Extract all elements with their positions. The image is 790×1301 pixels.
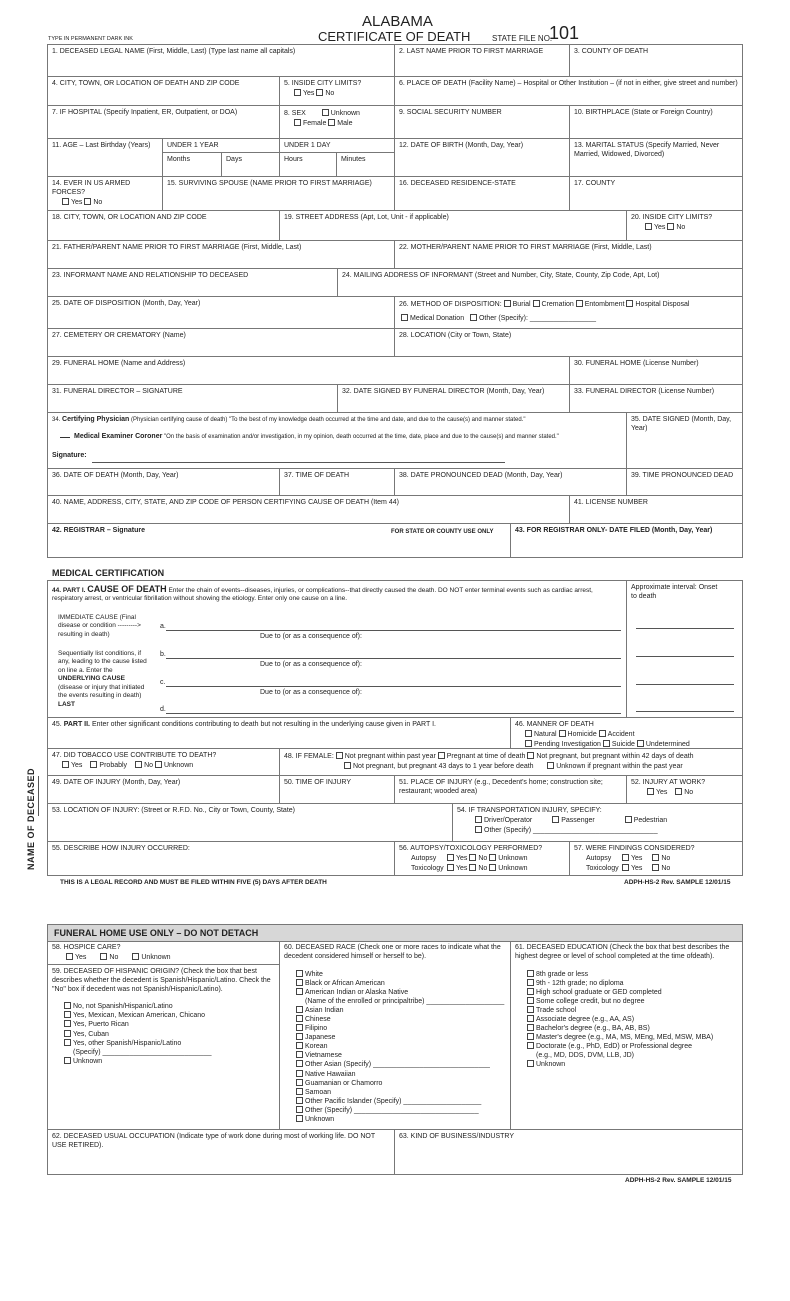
- checkbox[interactable]: [401, 314, 408, 321]
- field-20-inside-city-limits[interactable]: 20. INSIDE CITY LIMITS? Yes No: [627, 211, 742, 241]
- checkbox[interactable]: [64, 1011, 71, 1018]
- field-47-tobacco[interactable]: 47. DID TOBACCO USE CONTRIBUTE TO DEATH? Yes Probably No Unknown: [48, 749, 280, 776]
- age-minutes[interactable]: Minutes: [337, 153, 395, 177]
- checkbox[interactable]: [559, 730, 566, 737]
- field-15-surviving-spouse[interactable]: 15. SURVIVING SPOUSE (NAME PRIOR TO FIRST MARRIAGE): [163, 177, 395, 211]
- checkbox[interactable]: [504, 300, 511, 307]
- form-title: CERTIFICATE OF DEATH: [318, 29, 471, 44]
- checkbox[interactable]: [489, 854, 496, 861]
- field-34-certifier[interactable]: 34. Certifying Physician (Physician certifying cause of death) "To the best of my knowledge death occurred at the time and date, and due to the cause(s) and manner stated." Medical Examiner Coroner "On the basis of examination and/or investigation, in my opinion, death occurred at the time, date, place and due to the cause(s) and manner stated." Signature:: [48, 413, 627, 469]
- field-5-inside-city-limits[interactable]: 5. INSIDE CITY LIMITS? Yes No: [280, 77, 395, 106]
- checkbox[interactable]: [475, 816, 482, 823]
- checkbox[interactable]: [527, 979, 534, 986]
- checkbox[interactable]: [622, 854, 629, 861]
- cause-line-a[interactable]: [166, 630, 621, 631]
- checkbox[interactable]: [344, 762, 351, 769]
- name-of-deceased-side-label: NAME OF DECEASED: [26, 767, 36, 870]
- checkbox[interactable]: [447, 864, 454, 871]
- field-21-father-name[interactable]: 21. FATHER/PARENT NAME PRIOR TO FIRST MARRIAGE (First, Middle, Last): [48, 241, 395, 269]
- checkbox[interactable]: [296, 970, 303, 977]
- checkbox[interactable]: [470, 314, 477, 321]
- checkbox[interactable]: [527, 997, 534, 1004]
- cause-line-c[interactable]: [166, 686, 621, 687]
- signature-line[interactable]: [92, 462, 505, 463]
- field-6-place-of-death[interactable]: 6. PLACE OF DEATH (Facility Name) – Hospital or Other Institution – (if not in either, give street and number): [395, 77, 742, 106]
- state-name: ALABAMA: [362, 13, 433, 30]
- interval-line-b[interactable]: [636, 656, 734, 657]
- checkbox[interactable]: [527, 1033, 534, 1040]
- line-a-label: a.: [160, 623, 166, 630]
- checkbox[interactable]: [527, 1024, 534, 1031]
- form-revision: ADPH-HS-2 Rev. SAMPLE 12/01/15: [624, 879, 731, 886]
- field-59-hispanic-origin[interactable]: 59. DECEASED OF HISPANIC ORIGIN? (Check the box that best describes whether the decedent is Spanish/Hispanic/Latino. Check the "No" box if decedent was not Spanish/Hispanic/Latino). No, not Spanish/Hispanic/Latino Yes, Mexican, Mexican American, Chicano Yes, Puerto Rican Yes, Cuban Yes, other Spanish/Hispanic/Latino (Specify) ____________________________ Unknown: [48, 965, 280, 1130]
- checkbox[interactable]: [155, 761, 162, 768]
- checkbox[interactable]: [296, 1070, 303, 1077]
- checkbox[interactable]: [296, 1115, 303, 1122]
- checkbox[interactable]: [66, 953, 73, 960]
- field-14-armed-forces[interactable]: 14. EVER IN US ARMED FORCES? Yes No: [48, 177, 163, 211]
- field-23-informant[interactable]: 23. INFORMANT NAME AND RELATIONSHIP TO DECEASED: [48, 269, 338, 297]
- checkbox[interactable]: [90, 761, 97, 768]
- line-c-label: c.: [160, 679, 166, 686]
- line-b-label: b.: [160, 651, 166, 658]
- checkbox[interactable]: [296, 1024, 303, 1031]
- checkbox[interactable]: [475, 826, 482, 833]
- checkbox[interactable]: [622, 864, 629, 871]
- due-to-label: Due to (or as a consequence of):: [260, 661, 362, 668]
- field-43-date-filed[interactable]: 43. FOR REGISTRAR ONLY- DATE FILED (Month, Day, Year): [515, 527, 713, 534]
- checkbox[interactable]: [527, 970, 534, 977]
- funeral-home-heading: FUNERAL HOME USE ONLY – DO NOT DETACH: [54, 928, 259, 938]
- interval-line-c[interactable]: [636, 684, 734, 685]
- field-4-city-of-death[interactable]: 4. CITY, TOWN, OR LOCATION OF DEATH AND ZIP CODE: [48, 77, 280, 106]
- sequential-label: Sequentially list conditions, if any, leading to the cause listed on line a. Enter the UNDERLYING CAUSE (disease or injury that initiated the events resulting in death) LAST: [58, 650, 147, 708]
- field-8-sex[interactable]: 8. SEX Unknown Female Male: [280, 106, 395, 139]
- interval-column: Approximate interval: Onset to death: [627, 581, 742, 718]
- checkbox[interactable]: [625, 816, 632, 823]
- age-months[interactable]: Months: [163, 153, 222, 177]
- field-50-time-of-injury[interactable]: 50. TIME OF INJURY: [280, 776, 395, 804]
- field-16-residence-state[interactable]: 16. DECEASED RESIDENCE-STATE: [395, 177, 570, 211]
- checkbox[interactable]: [626, 300, 633, 307]
- field-35-date-signed[interactable]: 35. DATE SIGNED (Month, Day, Year): [627, 413, 742, 469]
- checkbox[interactable]: [652, 854, 659, 861]
- field-53-location-of-injury[interactable]: 53. LOCATION OF INJURY: (Street or R.F.D. No., City or Town, County, State): [48, 804, 453, 842]
- field-30-funeral-home-license[interactable]: 30. FUNERAL HOME (License Number): [570, 357, 742, 385]
- state-file-number: 101: [549, 23, 580, 43]
- interval-line-a[interactable]: [636, 628, 734, 629]
- field-42-registrar-signature[interactable]: 42. REGISTRAR – Signature: [48, 524, 511, 557]
- field-39-time-pronounced[interactable]: 39. TIME PRONOUNCED DEAD: [627, 469, 742, 496]
- field-13-marital-status[interactable]: 13. MARITAL STATUS (Specify Married, Never Married, Widowed, Divorced): [570, 139, 742, 177]
- field-55-describe-injury[interactable]: 55. DESCRIBE HOW INJURY OCCURRED:: [48, 842, 395, 875]
- checkbox[interactable]: [447, 854, 454, 861]
- checkbox[interactable]: [547, 762, 554, 769]
- field-26-method-of-disposition[interactable]: 26. METHOD OF DISPOSITION: Burial Cremation Entombment Hospital Disposal Medical Donation Other (Specify): _________________: [395, 297, 742, 329]
- checkbox[interactable]: [647, 788, 654, 795]
- checkbox[interactable]: [294, 89, 301, 96]
- checkbox[interactable]: [336, 752, 343, 759]
- cause-line-b[interactable]: [166, 658, 621, 659]
- immediate-cause-label: IMMEDIATE CAUSE (Final disease or condition ---------> resulting in death): [58, 614, 141, 638]
- field-63-business-industry[interactable]: 63. KIND OF BUSINESS/INDUSTRY: [399, 1133, 515, 1140]
- field-7-if-hospital[interactable]: 7. IF HOSPITAL (Specify Inpatient, ER, Outpatient, or DOA): [48, 106, 280, 139]
- checkbox[interactable]: [296, 1015, 303, 1022]
- field-57-findings-considered[interactable]: 57. WERE FINDINGS CONSIDERED? Autopsy Yes No Toxicology Yes No: [574, 845, 695, 872]
- legal-record-note: THIS IS A LEGAL RECORD AND MUST BE FILED WITHIN FIVE (5) DAYS AFTER DEATH: [60, 879, 327, 886]
- checkbox[interactable]: [645, 223, 652, 230]
- due-to-label: Due to (or as a consequence of):: [260, 689, 362, 696]
- checkbox[interactable]: [527, 1060, 534, 1067]
- field-45-part-ii[interactable]: 45. PART II. Enter other significant conditions contributing to death but not resulting in the underlying cause given in PART I.: [48, 718, 511, 749]
- checkbox[interactable]: [100, 953, 107, 960]
- checkbox[interactable]: [62, 198, 69, 205]
- under-1-day-label: UNDER 1 DAY: [280, 139, 395, 153]
- field-28-location[interactable]: 28. LOCATION (City or Town, State): [395, 329, 742, 357]
- field-33-director-license[interactable]: 33. FUNERAL DIRECTOR (License Number): [570, 385, 742, 413]
- field-19-street-address[interactable]: 19. STREET ADDRESS (Apt, Lot, Unit - if applicable): [280, 211, 627, 241]
- field-44-cause-of-death[interactable]: 44. PART I. CAUSE OF DEATH Enter the chain of events--diseases, injuries, or complications--that directly caused the death. DO NOT enter terminal events such as cardiac arrest, respiratory arrest, or ventricular fibrillation without showing the etiology. Enter only one cause on a line.: [48, 581, 627, 718]
- state-file-label: STATE FILE NO.: [492, 34, 553, 43]
- field-40-certifier-address[interactable]: 40. NAME, ADDRESS, CITY, STATE, AND ZIP CODE OF PERSON CERTIFYING CAUSE OF DEATH (Item 44): [48, 496, 570, 524]
- field-17-county[interactable]: 17. COUNTY: [570, 177, 742, 211]
- checkbox[interactable]: [576, 300, 583, 307]
- checkbox[interactable]: [296, 1033, 303, 1040]
- checkbox[interactable]: [316, 89, 323, 96]
- field-12-date-of-birth[interactable]: 12. DATE OF BIRTH (Month, Day, Year): [395, 139, 570, 177]
- interval-line-d[interactable]: [636, 711, 734, 712]
- checkbox[interactable]: [438, 752, 445, 759]
- field-1-legal-name[interactable]: 1. DECEASED LEGAL NAME (First, Middle, Last) (Type last name all capitals): [48, 45, 395, 77]
- age-hours[interactable]: Hours: [280, 153, 337, 177]
- checkbox[interactable]: [296, 1088, 303, 1095]
- checkbox[interactable]: [469, 854, 476, 861]
- field-2-last-name-prior[interactable]: 2. LAST NAME PRIOR TO FIRST MARRIAGE: [395, 45, 570, 77]
- checkbox[interactable]: [637, 740, 644, 747]
- checkbox[interactable]: [469, 864, 476, 871]
- field-54-transportation[interactable]: 54. IF TRANSPORTATION INJURY, SPECIFY: Driver/Operator Passenger Pedestrian Other (Specify) ________________________________: [453, 804, 742, 842]
- field-22-mother-name[interactable]: 22. MOTHER/PARENT NAME PRIOR TO FIRST MARRIAGE (First, Middle, Last): [395, 241, 742, 269]
- under-1-year-label: UNDER 1 YEAR: [163, 139, 280, 153]
- side-name-line[interactable]: [38, 776, 39, 816]
- cause-line-d[interactable]: [166, 713, 621, 714]
- field-62-occupation[interactable]: 62. DECEASED USUAL OCCUPATION (Indicate type of work done during most of working life. DO NOT USE RETIRED).: [48, 1130, 395, 1174]
- checkbox[interactable]: [64, 1030, 71, 1037]
- field-37-time-of-death[interactable]: 37. TIME OF DEATH: [280, 469, 395, 496]
- checkbox[interactable]: [296, 1042, 303, 1049]
- checkbox[interactable]: [135, 761, 142, 768]
- ink-note: TYPE IN PERMANENT DARK INK: [48, 36, 133, 42]
- medical-certification-heading: MEDICAL CERTIFICATION: [52, 568, 165, 578]
- checkbox[interactable]: [64, 1039, 71, 1046]
- checkbox[interactable]: [296, 1106, 303, 1113]
- field-9-ssn[interactable]: 9. SOCIAL SECURITY NUMBER: [395, 106, 570, 139]
- form-revision-bottom: ADPH-HS-2 Rev. SAMPLE 12/01/15: [625, 1177, 732, 1184]
- checkbox[interactable]: [64, 1002, 71, 1009]
- checkbox[interactable]: [132, 953, 139, 960]
- field-31-director-signature[interactable]: 31. FUNERAL DIRECTOR – SIGNATURE: [48, 385, 338, 413]
- checkbox[interactable]: [667, 223, 674, 230]
- checkbox[interactable]: [328, 119, 335, 126]
- checkbox[interactable]: [296, 1060, 303, 1067]
- field-52-injury-at-work[interactable]: 52. INJURY AT WORK? Yes No: [627, 776, 742, 804]
- field-38-date-pronounced[interactable]: 38. DATE PRONOUNCED DEAD (Month, Day, Year): [395, 469, 627, 496]
- age-days[interactable]: Days: [222, 153, 280, 177]
- checkbox[interactable]: [525, 730, 532, 737]
- field-51-place-of-injury[interactable]: 51. PLACE OF INJURY (e.g., Decedent's home; construction site; restaurant; wooded area): [395, 776, 627, 804]
- state-use-label: FOR STATE OR COUNTY USE ONLY: [391, 529, 494, 535]
- checkbox[interactable]: [527, 1006, 534, 1013]
- field-27-cemetery[interactable]: 27. CEMETERY OR CREMATORY (Name): [48, 329, 395, 357]
- field-10-birthplace[interactable]: 10. BIRTHPLACE (State or Foreign Country): [570, 106, 742, 139]
- field-46-manner-of-death[interactable]: 46. MANNER OF DEATH Natural Homicide Accident Pending Investigation Suicide Undetermined: [511, 718, 742, 749]
- checkbox[interactable]: [84, 198, 91, 205]
- field-58-hospice[interactable]: 58. HOSPICE CARE? Yes No Unknown: [48, 941, 280, 965]
- checkbox[interactable]: [603, 740, 610, 747]
- checkbox[interactable]: [527, 752, 534, 759]
- checkbox[interactable]: [675, 788, 682, 795]
- checkbox[interactable]: [527, 1042, 534, 1049]
- field-32-date-signed-director[interactable]: 32. DATE SIGNED BY FUNERAL DIRECTOR (Month, Day, Year): [338, 385, 570, 413]
- field-41-license-number[interactable]: 41. LICENSE NUMBER: [570, 496, 742, 524]
- checkbox[interactable]: [489, 864, 496, 871]
- checkbox[interactable]: [296, 1079, 303, 1086]
- checkbox[interactable]: [533, 300, 540, 307]
- checkbox[interactable]: [599, 730, 606, 737]
- checkbox[interactable]: [296, 1051, 303, 1058]
- checkbox[interactable]: [527, 988, 534, 995]
- due-to-label: Due to (or as a consequence of):: [260, 633, 362, 640]
- field-3-county-of-death[interactable]: 3. COUNTY OF DEATH: [570, 45, 742, 77]
- field-48-if-female[interactable]: 48. IF FEMALE: Not pregnant within past year Pregnant at time of death Not pregnant, but pregnant within 42 days of death Not pregnant, but pregnant 43 days to 1 year before death Unknown if pregnant within the past year: [280, 749, 742, 776]
- field-25-date-of-disposition[interactable]: 25. DATE OF DISPOSITION (Month, Day, Year): [48, 297, 395, 329]
- checkbox[interactable]: [527, 1015, 534, 1022]
- checkbox[interactable]: [552, 816, 559, 823]
- line-d-label: d.: [160, 706, 166, 713]
- field-36-date-of-death[interactable]: 36. DATE OF DEATH (Month, Day, Year): [48, 469, 280, 496]
- field-56-autopsy[interactable]: 56. AUTOPSY/TOXICOLOGY PERFORMED? Autopsy Yes No Unknown Toxicology Yes No Unknown: [395, 842, 570, 875]
- checkbox[interactable]: [296, 1097, 303, 1104]
- checkbox[interactable]: [294, 119, 301, 126]
- field-60-race[interactable]: 60. DECEASED RACE (Check one or more races to indicate what the decedent considered himself or herself to be). White Black or African American American Indian or Alaska Native (Name of the enrolled or principaltribe) ____________________ Asian Indian Chinese Filipino Japanese Korean Vietnamese Other Asian (Specify) ______________________________ Native Hawaiian Guamanian or Chamorro Samoan Other Pacific Islander (Specify) ____________________ Other (Specify) ________________________________ Unknown: [280, 941, 511, 1130]
- field-11-age[interactable]: 11. AGE – Last Birthday (Years): [48, 139, 163, 177]
- checkbox[interactable]: [322, 109, 329, 116]
- checkbox[interactable]: [296, 1006, 303, 1013]
- field-49-date-of-injury[interactable]: 49. DATE OF INJURY (Month, Day, Year): [48, 776, 280, 804]
- checkbox[interactable]: [64, 1020, 71, 1027]
- field-24-informant-address[interactable]: 24. MAILING ADDRESS OF INFORMANT (Street and Number, City, State, County, Zip Code, Apt, Lot): [338, 269, 742, 297]
- field-61-education[interactable]: 61. DECEASED EDUCATION (Check the box that best describes the highest degree or level of school completed at the time ofdeath). 8th grade or less 9th - 12th grade; no diploma High school graduate or GED completed Some college credit, but no degree Trade school Associate degree (e.g., AA, AS) Bachelor's degree (e.g., BA, AB, BS) Master's degree (e.g., MA, MS, MEng, MEd, MSW, MBA) Doctorate (e.g., PhD, EdD) or Professional degree (e.g., MD, DDS, DVM, LLB, JD) Unknown: [511, 941, 742, 1130]
- checkbox[interactable]: [296, 988, 303, 995]
- checkbox[interactable]: [62, 761, 69, 768]
- checkbox[interactable]: [296, 979, 303, 986]
- field-29-funeral-home[interactable]: 29. FUNERAL HOME (Name and Address): [48, 357, 570, 385]
- field-18-residence-city[interactable]: 18. CITY, TOWN, OR LOCATION AND ZIP CODE: [48, 211, 280, 241]
- checkbox[interactable]: [64, 1057, 71, 1064]
- checkbox[interactable]: [525, 740, 532, 747]
- checkbox[interactable]: [652, 864, 659, 871]
